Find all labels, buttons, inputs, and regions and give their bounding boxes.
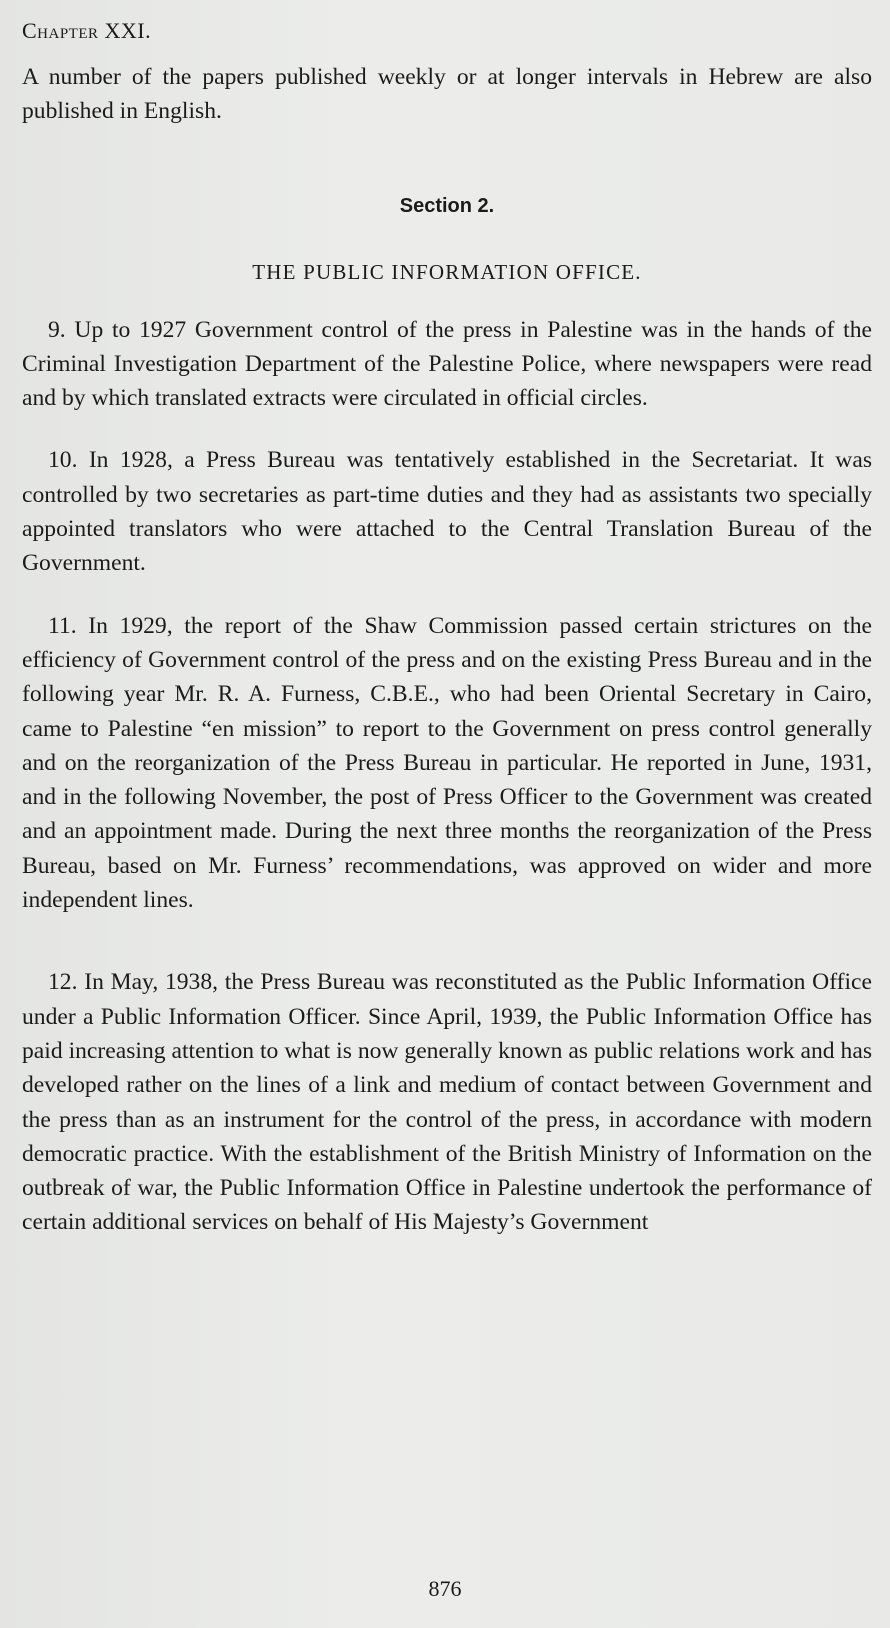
section-title: THE PUBLIC INFORMATION OFFICE. <box>252 259 642 284</box>
chapter-heading: Chapter XXI. <box>22 18 152 43</box>
paragraph-11: 11. In 1929, the report of the Shaw Commission passed certain strictures on the efficiency of Government control of the press and on the existing Press Bureau and in the following year Mr. R. A. Furness, C.B.E., who had been Oriental Secretary in Cairo, came to Palestine “en mission” to report to the Government on press control generally and on the reorganization of the Press Bureau in particular. He reported in June, 1931, and in the following November, the post of Press Officer to the Government was created and an appointment made. During the next three months the reorganization of the Press Bureau, based on Mr. Furness’ recommendations, was approved on wider and more independent lines. <box>22 612 872 914</box>
paragraph-12: 12. In May, 1938, the Press Bureau was reconstituted as the Public Information Office under a Public Information Officer. Since April, 1939, the Public Information Office has paid increasing attention to what is now generally known as public relations work and has developed rather on the lines of a link and medium of contact between Government and the press than as an instrument for the control of the press, in accordance with modern democratic practice. With the establishment of the British Ministry of Information on the outbreak of war, the Public Information Office in Palestine undertook the performance of certain additional services on behalf of His Majesty’s Government <box>22 969 872 1236</box>
page-content <box>22 16 872 1240</box>
lead-paragraph: A number of the papers published weekly or at longer intervals in Hebrew are also published in English. <box>22 64 872 125</box>
page-number: 876 <box>428 1576 462 1601</box>
paragraph-9: 9. Up to 1927 Government control of the press in Palestine was in the hands of the Criminal Investigation Department of the Palestine Police, where newspapers were read and by which translated extracts were circulated in official circles. <box>22 316 872 412</box>
section-label: Section 2. <box>399 194 495 217</box>
paragraph-10: 10. In 1928, a Press Bureau was tentatively established in the Secretariat. It was controlled by two secretaries as part-time duties and they had as assistants two specially appointed translators who were attached to the Central Translation Bureau of the Government. <box>22 447 872 577</box>
